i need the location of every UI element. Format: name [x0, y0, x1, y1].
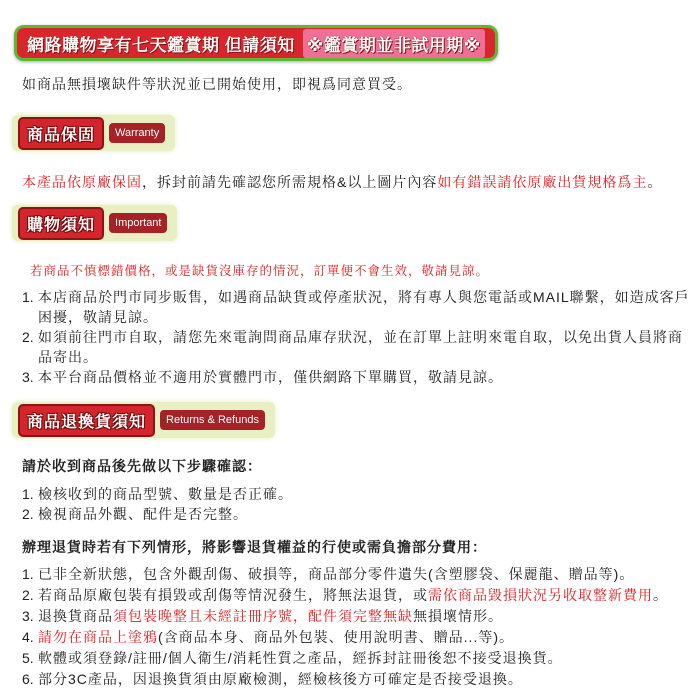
list-item	[22, 627, 690, 648]
section-tag: Important	[109, 213, 167, 233]
check-list	[22, 484, 690, 524]
section-tag: Warranty	[109, 123, 165, 143]
list-item	[22, 648, 690, 669]
list-number: 2.	[22, 329, 34, 345]
pricing-alert: 若商品不慎標錯價格，或是缺貨沒庫存的情況，訂單便不會生效，敬請見諒。	[30, 264, 490, 278]
text-segment: 已非全新狀態，包含外觀刮傷、破損等，商品部分零件遺失(含塑膠袋、保麗龍、贈品等)。	[38, 566, 635, 582]
list-number: 1.	[22, 486, 34, 502]
text-segment: 需依商品毀損狀況另收取整新費用	[428, 587, 653, 603]
text-segment: 部分3C產品，因退換貨須由原廠檢測，經檢核後方可確定是否接受退換。	[38, 671, 523, 687]
text-segment: 若商品原廠包裝有損毀或刮傷等情況發生，將無法退貨，或	[38, 587, 428, 603]
check-heading: 請於收到商品後先做以下步驟確認：	[22, 458, 262, 474]
list-number: 6.	[22, 671, 34, 687]
text-segment: ，拆封前請先確認您所需規格&以上圖片內容	[142, 174, 438, 190]
list-text: 檢視商品外觀、配件是否完整。	[38, 506, 248, 522]
text-segment: (含商品本身、商品外包裝、使用說明書、贈品...等)。	[158, 629, 514, 645]
list-item	[22, 564, 690, 585]
section-header-warranty	[12, 115, 175, 151]
list-text: 本店商品於門市同步販售，如遇商品缺貨或停產狀況，將有專人與您電話或MAIL聯繫，如造成客戶困擾，敬請見諒。	[38, 289, 690, 325]
list-item	[22, 327, 690, 367]
list-item	[22, 504, 690, 524]
text-segment: 如有錯誤請依原廠出貨規格爲主	[437, 174, 648, 190]
section-title: 商品保固	[18, 117, 104, 150]
section-header-returns	[12, 402, 275, 438]
banner-main-text: 網路購物享有七天鑑賞期 但請須知	[27, 35, 295, 55]
text-segment: 。	[647, 174, 663, 190]
list-number: 1.	[22, 289, 34, 305]
list-number: 1.	[22, 566, 34, 582]
list-number: 2.	[22, 587, 34, 603]
list-number: 5.	[22, 650, 34, 666]
list-item	[22, 606, 690, 627]
section-title: 購物須知	[18, 207, 104, 240]
fee-heading: 辦理退貨時若有下列情形，將影響退貨權益的行使或需負擔部分費用：	[22, 539, 487, 555]
warranty-text	[22, 172, 662, 192]
list-number: 3.	[22, 608, 34, 624]
text-segment: 請勿在商品上塗鴉	[38, 629, 158, 645]
important-list	[22, 287, 690, 387]
list-number: 3.	[22, 369, 34, 385]
text-segment: 本產品依原廠保固	[22, 174, 142, 190]
text-segment: 退換貨商品	[38, 608, 113, 624]
banner-highlight-text: ※鑑賞期並非試用期※	[303, 29, 485, 58]
section-header-important	[12, 205, 177, 241]
list-item	[22, 669, 690, 690]
list-number: 2.	[22, 506, 34, 522]
text-segment: 軟體或須登錄/註冊/個人衛生/消耗性質之產品，經拆封註冊後恕不接受退換貨。	[38, 650, 563, 666]
list-item	[22, 585, 690, 606]
text-segment: 須包裝晚整且未經註冊序號，配件須完整無缺	[113, 608, 413, 624]
list-item	[22, 367, 690, 387]
list-text: 本平台商品價格並不適用於實體門市，僅供網路下單購買，敬請見諒。	[38, 369, 503, 385]
list-text: 如須前往門市自取，請您先來電詢問商品庫存狀況，並在訂單上註明來電自取，以免出貨人員將商品寄出。	[38, 329, 683, 365]
list-number: 4.	[22, 629, 34, 645]
fee-list	[22, 564, 690, 690]
section-tag: Returns & Refunds	[160, 410, 265, 430]
appreciation-period-banner	[14, 25, 498, 61]
section-title: 商品退換貨須知	[18, 404, 155, 437]
list-item	[22, 484, 690, 504]
list-item	[22, 287, 690, 327]
text-segment: 。	[653, 587, 668, 603]
acceptance-notice: 如商品無損壞缺件等狀況並已開始使用，即視爲同意買受。	[22, 76, 412, 92]
list-text: 檢核收到的商品型號、數量是否正確。	[38, 486, 293, 502]
text-segment: 無損壞情形。	[413, 608, 503, 624]
